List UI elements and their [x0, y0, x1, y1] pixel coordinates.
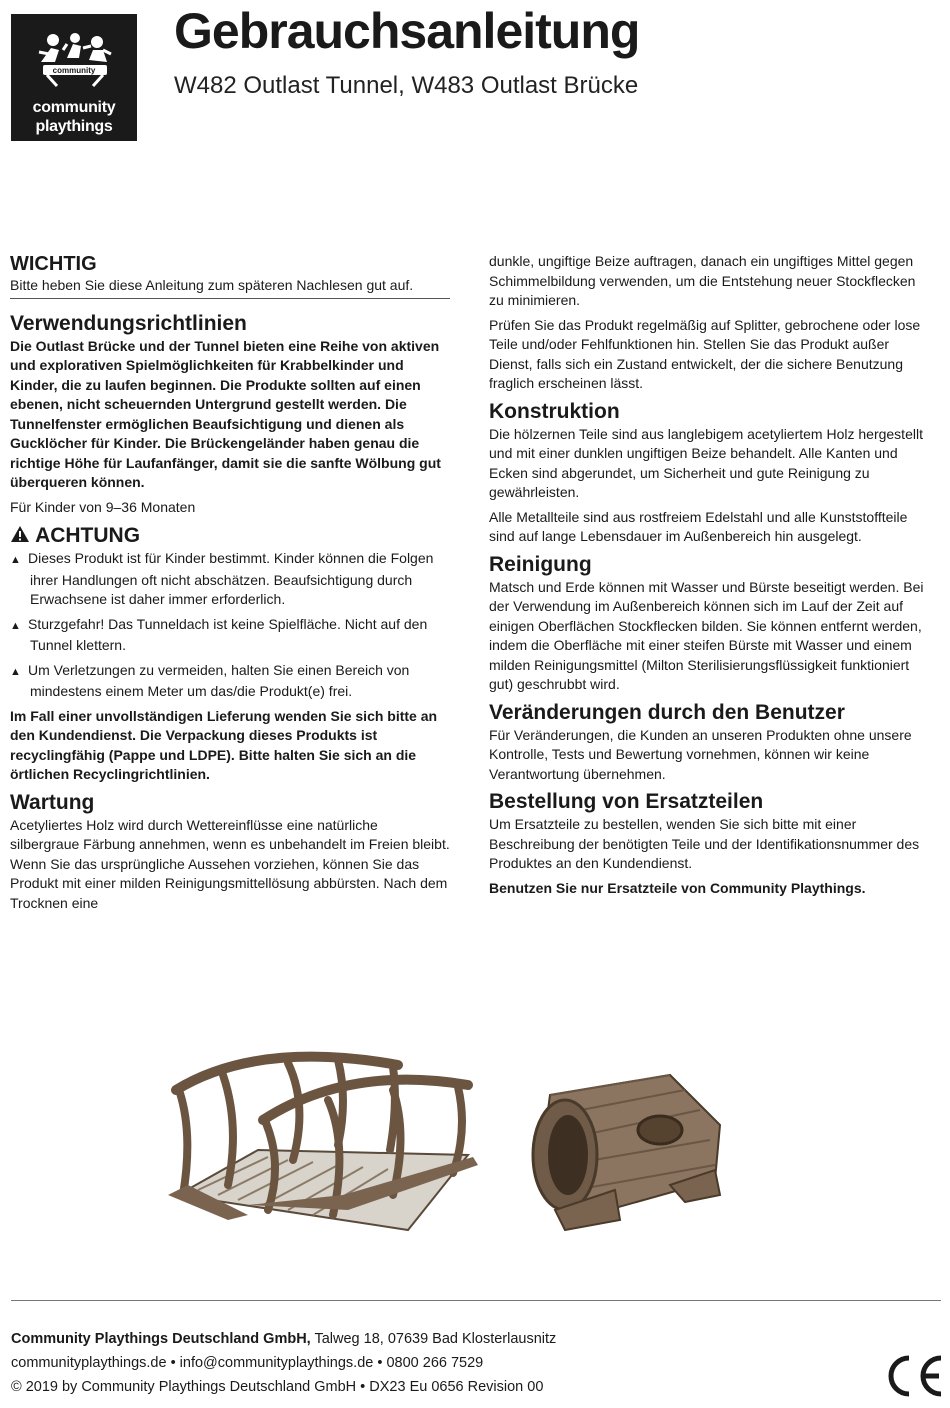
divider [10, 298, 450, 299]
page-subtitle: W482 Outlast Tunnel, W483 Outlast Brücke [174, 72, 639, 99]
footer-contact: communityplaythings.de • info@communityplaythings.de • 0800 266 7529 [11, 1355, 484, 1371]
guidelines-heading: Verwendungsrichtlinien [10, 311, 247, 335]
warning-icon [10, 525, 30, 543]
ce-mark-icon [883, 1352, 945, 1400]
footer-copyright: © 2019 by Community Playthings Deutschland GmbH • DX23 Eu 0656 Revision 00 [11, 1379, 544, 1395]
bullet-triangle-icon: ▲ [10, 665, 21, 678]
construction-text: Die hölzernen Teile sind aus langlebigem acetyliertem Holz hergestellt und mit einer dunklen ungiftigen Beize behandelt. Alle Kanten und Ecken sind abgerundet, um Sicherheit und gute Reinigung zu gewährleisten. [489, 425, 923, 500]
guidelines-text: Die Outlast Brücke und der Tunnel bieten eine Reihe von aktiven und explorativen Spielmöglichkeiten für Krabbelkinder und Kinder, die zu laufen beginnen. Die Produkte sollten auf einen ebenen, nicht scheuernden Untergrund gestellt werden. Die Tunnelfenster ermöglichen Beaufsichtigung und dienen als Gucklöcher für Kinder. Die Brückengeländer haben genau die richtige Höhe für Laufanfänger, damit sie die sanfte Wölbung gut überqueren können. [10, 337, 441, 490]
maintenance-heading: Wartung [10, 790, 95, 814]
maintenance-check-text: Prüfen Sie das Produkt regelmäßig auf Splitter, gebrochene oder lose Teile und/oder Fehlfunktionen hin. Stellen Sie das Produkt außer Dienst, falls sich ein Zustand entwickelt, der die sichere Benutzung fraglich erscheinen lässt. [489, 316, 921, 391]
age-text: Für Kinder von 9–36 Monaten [10, 498, 196, 515]
tunnel-illustration [520, 1070, 735, 1235]
logo-small-text: community [52, 66, 96, 75]
construction-heading: Konstruktion [489, 399, 620, 423]
delivery-text: Im Fall einer unvollständigen Lieferung wenden Sie sich bitte an den Kundendienst. Die Verpackung dieses Produkts ist recyclingfähig (Pappe und LDPE). Bitte halten Sie sich an die örtlichen Recyclingrichtlinien. [10, 707, 438, 782]
warning-text: Sturzgefahr! Das Tunneldach ist keine Spielfläche. Nicht auf den Tunnel klettern. [28, 615, 428, 653]
bridge-illustration [168, 1045, 488, 1235]
warning-text: Dieses Produkt ist für Kinder bestimmt. Kinder können die Folgen ihrer Handlungen oft nicht abschätzen. Beaufsichtigung durch Erwachsene ist daher immer erforderlich. [28, 550, 434, 607]
changes-heading: Veränderungen durch den Benutzer [489, 700, 845, 724]
parts-note: Benutzen Sie nur Ersatzteile von Community Playthings. [489, 879, 866, 896]
footer-address: Talweg 18, 07639 Bad Klosterlausnitz [310, 1331, 557, 1347]
cleaning-text: Matsch und Erde können mit Wasser und Bürste beseitigt werden. Bei der Verwendung im Außenbereich können sich im Lauf der Zeit auf einigen Oberflächen Stockflecken bilden. Sie können entfernt werden, indem die Oberfläche mit einer steifen Bürste mit Wasser und einem milden Reinigungsmittel (Milton Sterilisierungsflüssigkeit funktioniert gut) geschrubbt wird. [489, 578, 924, 692]
ce-mark [883, 1352, 945, 1400]
bullet-triangle-icon: ▲ [10, 619, 21, 632]
changes-text: Für Veränderungen, die Kunden an unseren Produkten ohne unsere Kontrolle, Tests und Bewertung vornehmen, können wir keine Verantwortung übernehmen. [489, 726, 912, 782]
important-heading: WICHTIG [10, 253, 97, 275]
warning-item [10, 549, 450, 610]
bullet-triangle-icon: ▲ [10, 554, 21, 566]
right-column [489, 252, 929, 903]
warning-heading [10, 523, 450, 549]
warning-heading-label: ACHTUNG [35, 524, 141, 547]
construction-text: Alle Metallteile sind aus rostfreiem Edelstahl und alle Kunststoffteile sind auf lange Lebensdauer im Außenbereich hin ausgelegt. [489, 508, 908, 544]
warning-text: Um Verletzungen zu vermeiden, halten Sie einen Bereich von mindestens einem Meter um das/die Produkt(e) frei. [28, 661, 410, 699]
page-title: Gebrauchsanleitung [174, 3, 640, 59]
logo-word-community: community [32, 99, 116, 116]
footer-company: Community Playthings Deutschland GmbH, [11, 1331, 311, 1347]
footer-divider [11, 1300, 941, 1301]
left-column [10, 252, 450, 918]
logo-word-playthings: playthings [35, 118, 113, 135]
logo-brand-text [11, 98, 137, 136]
parts-text: Um Ersatzteile zu bestellen, wenden Sie sich bitte mit einer Beschreibung der benötigten Teile und der Identifikationsnummer des Produktes an den Kundendienst. [489, 816, 920, 871]
footer-address-line [11, 1331, 556, 1347]
important-text: Bitte heben Sie diese Anleitung zum späteren Nachlesen gut auf. [10, 277, 414, 293]
cleaning-heading: Reinigung [489, 552, 592, 576]
maintenance-continued-text: dunkle, ungiftige Beize auftragen, danach ein ungiftiges Mittel gegen Schimmelbildung verwenden, um die Entstehung neuer Stockflecken zu minimieren. [489, 253, 916, 308]
children-logo-icon [37, 32, 113, 88]
warning-item [10, 615, 450, 656]
brand-logo [11, 14, 137, 141]
warning-item [10, 661, 450, 702]
parts-heading: Bestellung von Ersatzteilen [489, 790, 764, 813]
maintenance-text: Acetyliertes Holz wird durch Wettereinflüsse eine natürliche silbergraue Färbung annehmen, wenn es unbehandelt im Freien bleibt. Wenn Sie das ursprüngliche Aussehen vorziehen, können Sie das Produkt mit einer milden Reinigungsmittellösung abbürsten. Nach dem Trocknen eine [10, 816, 450, 911]
